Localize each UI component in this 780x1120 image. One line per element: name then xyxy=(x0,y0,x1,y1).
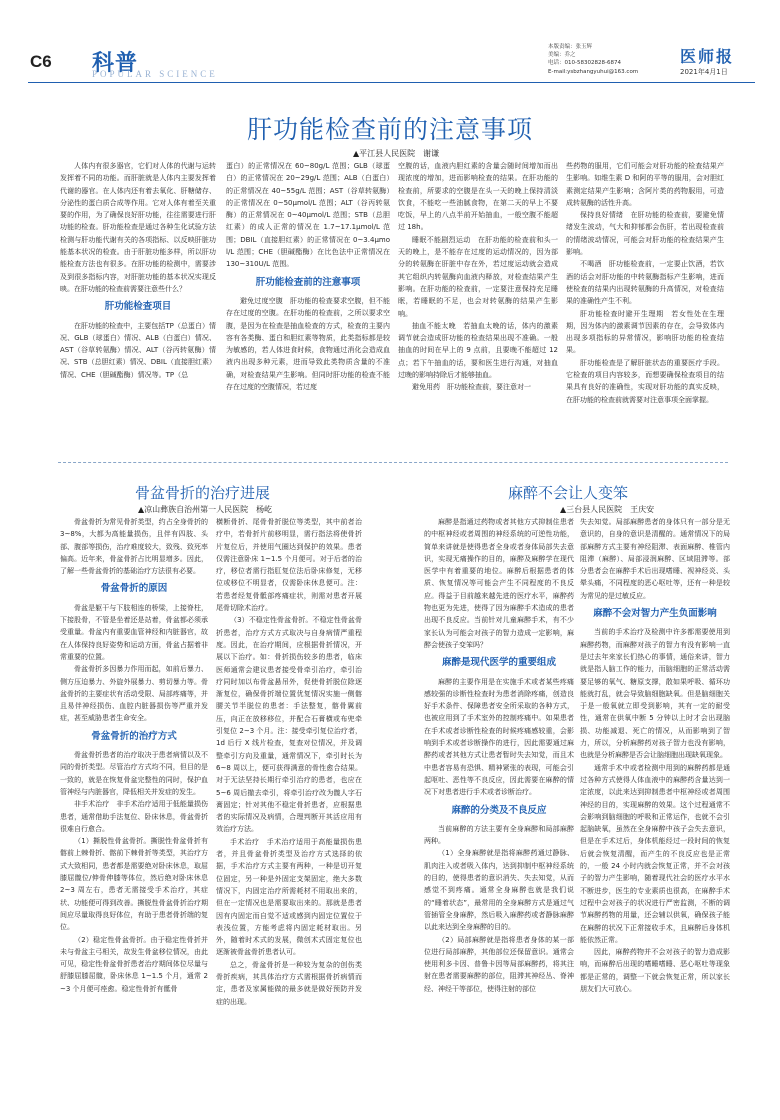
section-divider xyxy=(58,462,728,463)
article1-column-1 xyxy=(60,160,216,450)
article1-byline: ▲平江县人民医院 谢谦 xyxy=(353,149,440,158)
paragraph: 在肝功能的检查中，主要包括TP（总蛋白）情况、GLB（球蛋白）情况、ALB（白蛋白）情况、AST（谷草转氨酶）情况、ALT（谷丙转氨酶）情况、STB（总胆红素）情况、DBIL（直接胆红素）情况、CHE（胆碱酯酶）情况等。TP（总 xyxy=(60,321,216,379)
paragraph: 骨盆骨折多因暴力作用而起，如前后暴力、侧方压迫暴力、外旋外展暴力、剪切暴力等。骨盆骨折的主要症状有活动受限、局部疼痛等，并且易伴神经损伤、血腔内脏器损伤等严重并发症，甚至威胁患者生命安全。 xyxy=(60,665,208,723)
paragraph: 避免过度空腹 肝功能的检查要求空腹，但不能存在过度的空腹。在肝功能的检查前，之所以要求空腹，是因为在检查是抽血检查的方式，检查的主要内容有各类酶、蛋白和胆红素等物质，此类指标都是较为敏感的，若人体进食时候，食物通过消化会造成血液内出现多种元素，进而导致此类物质含量的不准确，对检查结果产生影响。但同时肝功能的检查不能存在过度的空腹情况，若过度 xyxy=(226,296,390,392)
paragraph: 保持良好情绪 在肝功能的检查前，要避免情绪发生波动，气大和抑郁都会伤肝，若出现检查前的情绪波动情况，可能会对肝功能的检查结果产生影响。 xyxy=(566,211,724,257)
paragraph: 肝功能检查时避开生理期 若女性处在生理期，因为体内的激素调节因素的存在，会导致体内出现多项指标的异常情况，影响肝功能的检查结果。 xyxy=(566,309,724,355)
section-title: 科普 xyxy=(92,51,139,76)
subheading: 肝功能检查前的注意事项 xyxy=(255,276,361,288)
paragraph: （2）稳定性骨盆骨折。由于稳定性骨折并未与骨盆主弓相关，故发生骨盆移位情况，由此可见，稳定性骨盆骨折患者治疗期间体位尽量与舒膝屈膝屈髋，卧床休息 1~1.5 个月，通常 2~3 个月便可痊愈。稳定性骨折有骶骨 xyxy=(60,935,208,993)
issue-date: 2021年4月1日 xyxy=(680,68,728,76)
article2-byline: ▲凉山彝族自治州第一人民医院 杨屹 xyxy=(138,505,273,514)
paragraph: 骨盆骨折患者的治疗取决于患者病情以及不同的骨折类型。尽管治疗方式均不同，但目的是一致的，就是在恢复骨盆完整性的同时，保护血管神经与内脏器官，降低相关并发症的发生。 xyxy=(60,751,208,796)
paragraph: 通常手术中或者检测中用到的麻醉药都是通过各种方式使得人体血液中的麻醉药含量达到一定浓度，以此来达到抑制患者中枢神经或者周围神经的目的，实现麻醉的效果。这个过程通常不会影响到脑细胞的呼吸和正常运作，也就不会引起脑缺氧，虽然在全身麻醉中孩子会失去意识，但是在手术过后，身体机能经过一段时间的恢复后就会恢复清醒，而产生的不良反应也是正常的，一般 24 小时内就会恢复正常，并不会对孩子的智力产生影响，随着现代社会的医疗水平水不断进步，医生的专业素质也很高，在麻醉手术过程中会对孩子的状况进行严密监测，不断的调节麻醉药物的用量，还会辅以供氧，确保孩子能在麻醉的状况下正常接收手术，且麻醉后身体机能依然正常。 xyxy=(580,763,730,944)
subheading: 骨盆骨折的原因 xyxy=(100,583,168,595)
article3-byline: ▲三台县人民医院 王庆安 xyxy=(560,505,655,514)
paragraph: （1）撕脱性骨盆骨折。撕脱性骨盆骨折有髂前上棘骨折、髂前下棘骨折等类型，其治疗方式大致相同，患者都是需要绝对卧床休息，取屈膝屈髋位/伸骨伸膝等体位，然后绝对卧床休息 2~3 周左右，患者无需接受手术治疗，其症状、功能便可得到改善。撕脱性骨盆骨折治疗期间应尽量取得良好体位，有助于患者骨折端的复位。 xyxy=(60,837,208,932)
email-address: E-mail:ysbzhangyuhui@163.com xyxy=(548,68,639,75)
page-number: C6 xyxy=(30,52,52,71)
article3-title: 麻醉不会让人变笨 xyxy=(508,484,629,502)
article1-column-2 xyxy=(226,160,390,450)
paragraph: 麻醉是指通过药物或者其他方式抑制住患者的中枢神经或者周围的神经系统的可逆性功能，简单来讲就是使得患者全身或者身体局部失去意识，实现无痛操作的目的，麻醉及麻醉学在现代医学中有着重要的地位。麻醉后根据患者的体质、恢复情况等可能会产生不同程度的不良反应。得益于目前越来越先进的医疗水平，麻醉药物也更为先进，使得了因为麻醉手术造成的患者出现不良反应。当前针对儿童麻醉手术，有不少家长认为可能会对孩子的智力造成一定影响，麻醉会使孩子变笨吗？ xyxy=(424,518,574,649)
paragraph: 骨盆骨折为常见骨折类型，约占全身骨折的 3~8%，大都为高能量损伤，且伴有四肢、头部、腹部等损伤，治疗难度较大，致残、致死率偏高。近年来，骨盆骨折占比明显增多。因此，了解一些骨盆骨折的基础治疗方法很有必要。 xyxy=(60,518,208,576)
paragraph: 失去知觉。局部麻醉患者的身体只有一部分是无意识的，自身的意识是清醒的。通常情况下的局部麻醉方式主要有神经阻滞、表面麻醉、椎管内阻滞（麻醉）、局部浸润麻醉、区域阻滞等。部分患者会在麻醉手术后出现嗜睡、视神经炎、头晕头痛，不同程度的恶心呕吐等，还有一种是较为常见的是过敏反应。 xyxy=(580,518,730,600)
article1-title: 肝功能检查前的注意事项 xyxy=(246,115,533,144)
article2-column-1 xyxy=(60,516,208,1108)
header-divider xyxy=(28,82,755,83)
editor-credit: 本版责编：张玉辉 xyxy=(548,44,593,50)
paragraph: 横断骨折、尾骨骨折脱位等类型，其中前者治疗中，若骨折片前移明显，需行指法将使骨折片复位后，并使用气圈达到保护的效果。患者仅需注意卧床 1~1.5 个月便可。对于后者的治疗，移位者需行指肛复位法后卧床修复，无移位或移位不明显者，仅需卧床休息便可。注：若患者经复骨骶部疼痛症状，则需对患者开展尾骨切除术治疗。 xyxy=(216,518,362,613)
subheading: 骨盆骨折的治疗方式 xyxy=(91,730,177,742)
subheading: 麻醉的分类及不良反应 xyxy=(451,804,547,816)
masthead-info xyxy=(548,43,678,76)
paragraph: 人体内有很多器官，它们对人体的代谢与运转发挥着不同的功能。而肝脏就是人体内主要发挥着代谢的器官。在人体内还有着去氧化、肝糖储存、分泌性的蛋白质合成等作用。它对人体有着至关重要的作用，为了确保良好肝功能，往往需要进行肝功能的检查。肝功能检查是通过各种生化试验方法检测与肝功能代谢有关的各项指标、以反映肝脏功能基本状况的检查。由于肝脏功能多样，所以肝功能检查方法也有很多。在肝功能的检测中，需要涉及到很多指标内容，对肝脏功能的基本状况实现反映。在肝功能的检查前需要注意些什么？ xyxy=(60,162,216,293)
subheading: 麻醉是现代医学的重要组成 xyxy=(441,657,556,669)
paragraph: 当前的手术治疗及检测中许多都需要使用到麻醉药物，而麻醉对孩子的智力有没有影响一直是过去年来家长们热心的事情，通俗来讲，智力就是指人脑工作的能力，而脑细胞的正常活动需要足够的氧气、糖原支撑，散如果呼吸、循环功能就打乱，就会导致脑细胞缺氧。但是脑细胞关于是一般氧就立即受到影响，其有一定的耐受性，通常在供氧中断 5 分钟以上时才会出现脑损、功能减退、死亡的情况，从而影响到了智力，所以，分析麻醉药对孩子智力也没有影响，也就是分析麻醉是否会让脑细胞出现缺氧现象。 xyxy=(580,628,730,760)
paragraph: 避免用药 肝功能检查前，要注意对一 xyxy=(412,383,531,392)
article2-title: 骨盆骨折的治疗进展 xyxy=(135,484,271,502)
paragraph: 骨盆是躯干与下肢相连的桥梁，上接脊柱，下接股骨，不管是坐着还是站着，骨盆都必须承受重量。骨盆内有重要血管神经和内脏器官，故在人体保持良好姿势和运动方面，骨盆占据着非常重要的位置。 xyxy=(60,603,208,661)
article3-column-2 xyxy=(580,516,730,1108)
paragraph: （2）局部麻醉就是指将患者身体的某一部位进行局部麻醉，其他部位还保留意识。通常会使用利多卡因、普鲁卡因等局部麻醉药，将其注射在患者需要麻醉的部位，阻滞其神经丛、脊神经、神经干等部位，使得注射的部位 xyxy=(424,935,574,993)
paragraph: 不喝酒 肝功能检查前，一定要止饮酒，若饮酒的话会对肝功能的中转氨酶指标产生影响，进而使检查的结果内出现转氨酶的升高情况，对检查结果的准确性产生不利。 xyxy=(566,260,724,306)
designer-credit: 美编：乔之 xyxy=(548,52,576,59)
paragraph: 些药物的服用，它们可能会对肝功能的检查结果产生影响。如维生素 D 和阿的平等的服用，会对胆红素测定结果产生影响；含阿片类的药物服用，可造成转氨酶的活性升高。 xyxy=(566,162,724,207)
paragraph: （1）全身麻醉就是指将麻醉药通过静脉、肌肉注入或者吸入体内，达到抑制中枢神经系统的目的，使得患者的意识消失、失去知觉，从而感觉不到疼痛。通常全身麻醉也就是我们说的“睡着状态”，最常用的全身麻醉方式是通过气管插管全身麻醉，然后吸入麻醉药或者静脉麻醉以此来达到全身麻醉的目的。 xyxy=(424,849,574,932)
paragraph: 手术治疗 手术治疗适用于高能量损伤患者，并且骨盆骨折类型及治疗方式选择的依据，手术治疗方式主要有两种，一种是切开复位固定，另一种是外固定支架固定，绝大多数情况下，内固定治疗所需耗材不用取出来的，但在一定情况也是需要取出来的。那就是患者因有内固定而自觉不适或感到内固定位置位于表浅位置，方能考虑将内固定耗材取出。另外，随着时术式的发展，微创术式固定复位也逐渐被骨盆骨折患者认可。 xyxy=(216,837,362,957)
subheading: 肝功能检查项目 xyxy=(104,301,172,313)
paragraph: （3）不稳定性骨盆骨折。不稳定性骨盆骨折患者，治疗方式方式取决与自身病情严重程度。因此，在治疗期间，应根据骨折情况，开展以下治疗。如：骨折损伤较多的患者，临床医师通常会建议患者接受骨牵引治疗，牵引治疗同时加以布骨盆悬吊外，促使骨折脱位除逐渐复位，确保骨折端位置优复情况实施一侧髂腰关节半脱位的患者：手法整复，髂骨翼前压，向正在放移移位，并配合石膏横或布兜牵引复位 2~3 个月。注：接受牵引复位治疗者，1d 后行 X 线片检查，复查对位情况，并及调整牵引方向及重量，通常情况下，牵引时长为 6~8 周以上，便可获得满意的骨性愈合结果。对于无法坚持长期行牵引治疗的患者，也应在 5~6 周后撤去牵引，将牵引治疗改为髋人字石膏固定；针对其他不稳定骨折患者，应根据患者的实际情况及病情，合理判断开其活应用有效治疗方法。 xyxy=(216,616,362,834)
article3-column-1 xyxy=(424,516,574,1108)
paragraph: 因此，麻醉药物并不会对孩子的智力造成影响，而麻醉后出现的嗜睡嗜睡、恶心呕吐等现象都是正常的，调整一下就会恢复正常，所以家长朋友们大可放心。 xyxy=(580,948,730,993)
paragraph: 当前麻醉的方法主要有全身麻醉和局部麻醉两种。 xyxy=(424,824,574,846)
paragraph: 麻醉的主要作用是在实施手术或者某些疼痛感较强的诊断性检查时为患者消除疼痛，创造良好手术条件、保障患者安全所采取的各种方式，也被应用到了手术室外的控制疼痛中。如果患者在手术或者诊断性检查的时候疼痛感较重，会影响到手术或者诊断操作的进行，因此需要通过麻醉药或者其他方式让患者暂时失去知觉，而且术中患者容易有恐惧、精神紧张的表现，可能会引起呕吐、恶性等不良反应，因此需要在麻醉的情况下对患者进行手术或者诊断治疗。 xyxy=(424,677,574,797)
paragraph: 非手术治疗 非手术治疗适用于低能量损伤患者，通常借助手法复位、卧床休息，骨盆骨折很难自行愈合。 xyxy=(60,800,208,833)
article2-column-2 xyxy=(216,516,362,1108)
article1-column-4 xyxy=(566,160,724,450)
newspaper-logo: 医师报 xyxy=(680,47,735,66)
phone-number: 电话：010-58302828-6874 xyxy=(548,60,621,67)
article1-column-3 xyxy=(398,160,558,450)
paragraph: 肝功能检查是了解肝脏状态的重要医疗手段。它检查的项目内容较多，而想要确保检查项目的结果具有良好的准确性，实现对肝功能的真实反映，在肝功能的检查前就需要对注意事项全面掌握。 xyxy=(566,358,724,404)
paragraph: 蛋白）的正常情况在 60~80g/L 范围；GLB（球蛋白）的正常情况在 20~29g/L 范围；ALB（白蛋白）的正常情况在 40~55g/L 范围；AST（谷草转氨酶）的正常情况在 0~50μmol/L 范围；ALT（谷丙转氨酶）的正常情况在 0~40μmol/L 范围；STB（总胆红素）的成人正常的情况在 1.7~17.1μmol/L 范围；DBIL（直接胆红素）的正常情况在 0~3.4μmol/L 范围；CHE（胆碱酯酶）在比色法中正常情况在 130~310U/L 范围。 xyxy=(226,162,390,269)
paragraph: 空腹的话，血液内胆红素的含量会随时间增加而出现浓度的增加，进而影响检查的结果。在肝功能的检查前，所要求的空腹是在头一天的晚上保持清淡饮食，不能吃一些油腻食物，在第二天的早上不要吃饭，早上的八点半前开始抽血，一般空腹不能超过 18h。 xyxy=(398,162,558,232)
paragraph: 睡眠不能剧烈运动 在肝功能的检查前和头一天的晚上，是不能存在过度的运动情况的，因为部分的转氨酶在肝脏中存在外，若过度运动就会造成其它组织内转氨酶向血液内释放，对检查结果产生影响。在肝功能的检查前，一定要注意保持充足睡眠，若睡眠的不足，也会对转氨酶的结果产生影响。 xyxy=(398,235,558,318)
paragraph: 总之，骨盆骨折是一种较为复杂的创伤类骨折疾病，其具体治疗方式需根据骨折病情而定，患者及家属能做的最多就是做好预防并发症的出现。 xyxy=(216,960,362,1006)
section-title-en: POPULAR SCIENCE xyxy=(92,69,218,79)
paragraph: 抽血不能太晚 若抽血太晚的话，体内的激素调节就会造成肝功能的检查结果出现不准确。一般抽血的时间在早上的 9 点前，且要晚不能超过 12 点；若下午抽血的话，要和医生进行沟通，对抽血过晚的影响持除后才能够抽血。 xyxy=(398,321,558,380)
subheading: 麻醉不会对智力产生负面影响 xyxy=(593,608,717,620)
